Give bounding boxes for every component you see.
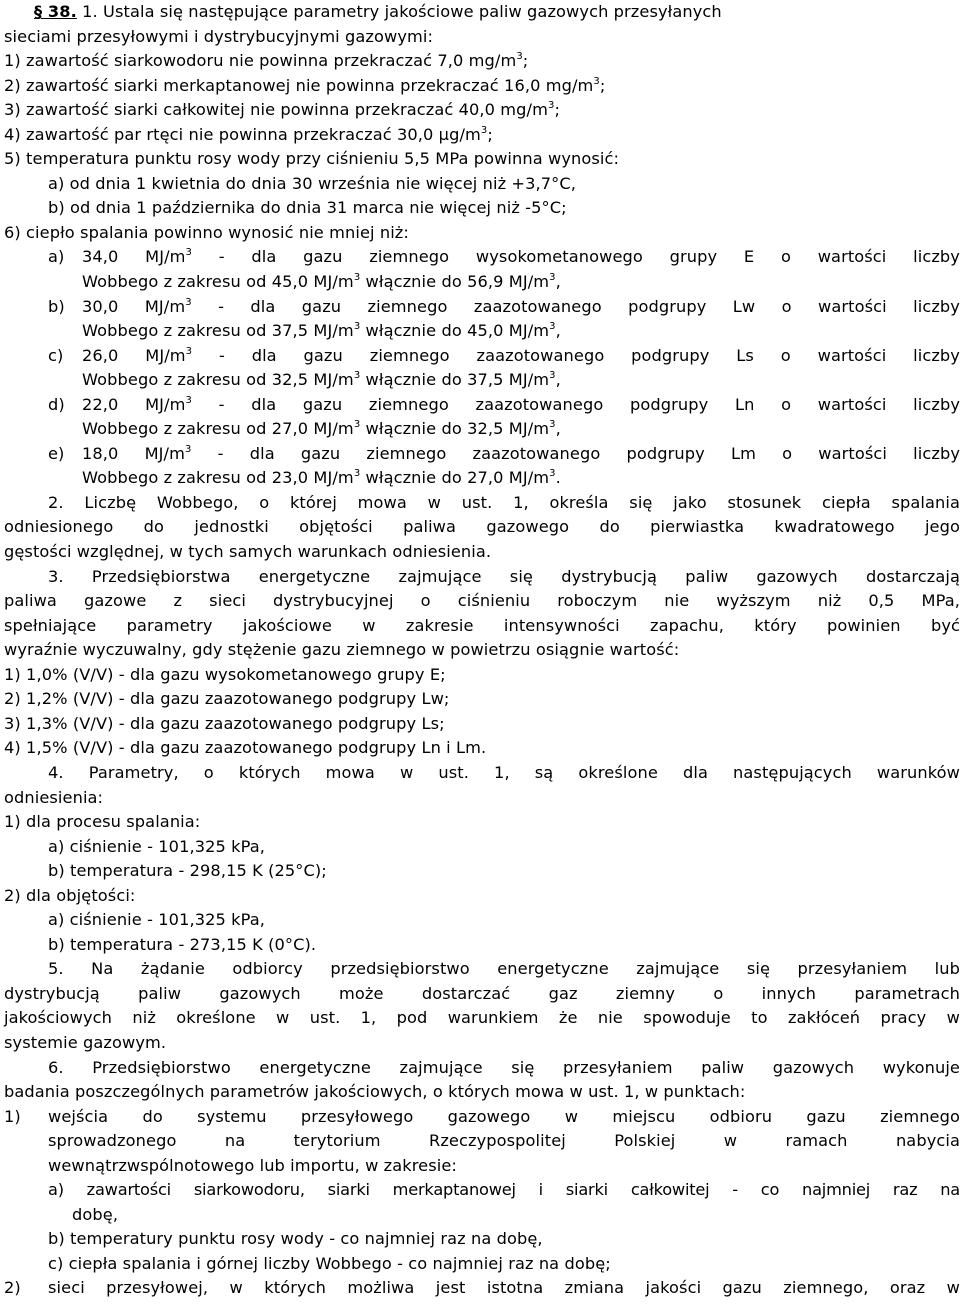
ust2-line-2: odniesionego do jednostki objętości paliwa gazowego do pierwiastka kwadratowego jego [4, 517, 960, 537]
param-item-5a: a) od dnia 1 kwietnia do dnia 30 września nie więcej niż +3,7°C, [48, 173, 576, 193]
ust3-line-2: paliwa gazowe z sieci dystrybucyjnej o ciśnieniu roboczym nie wyższym niż 0,5 MPa, [4, 591, 960, 611]
intro-text-1: 1. Ustala się następujące parametry jakościowe paliw gazowych przesyłanych [76, 2, 722, 21]
heat-item-a-line-1: 34,0 $MJ/m^3$ - dla gazu ziemnego wysokometanowego grupy E o wartości liczby [82, 247, 960, 267]
ref-item-1: 1) dla procesu spalania: [4, 812, 201, 832]
intro-line-2: sieciami przesyłowymi i dystrybucyjnymi gazowymi: [4, 26, 434, 46]
param-item-1: 1) zawartość siarkowodoru nie powinna przekraczać 7,0 $mg/m^3$; [4, 51, 529, 71]
heat-item-c-line-2: Wobbego z zakresu od 32,5 $MJ/m^3$ włącznie do 37,5 $MJ/m^3$, [82, 370, 561, 390]
param-item-4: 4) zawartość par rtęci nie powinna przekraczać 30,0 $\mu g/m^3$; [4, 124, 493, 144]
heat-item-b: b) 30,0 $MJ/m^3$ - dla gazu ziemnego zaazotowanego podgrupy Lw o wartości liczby Wobbego z zakresu od 37,5 $MJ/m^3$ włącznie do 45,0 $MJ/m^3$, [4, 295, 960, 344]
ust4-line-2: odniesienia: [4, 787, 104, 807]
param-item-5: 5) temperatura punktu rosy wody przy ciśnieniu 5,5 MPa powinna wynosić: [4, 149, 620, 169]
ust4-line-1: 4. Parametry, o których mowa w ust. 1, są określone dla następujących warunków [48, 762, 960, 782]
heat-item-e-line-2: Wobbego z zakresu od 23,0 $MJ/m^3$ włącznie do 27,0 $MJ/m^3$. [82, 468, 561, 488]
heat-item-d-line-2: Wobbego z zakresu od 27,0 $MJ/m^3$ włącznie do 32,5 $MJ/m^3$, [82, 419, 561, 439]
heat-item-c: c) 26,0 $MJ/m^3$ - dla gazu ziemnego zaazotowanego podgrupy Ls o wartości liczby Wobbego z zakresu od 32,5 $MJ/m^3$ włącznie do 37,5 $MJ/m^3$, [4, 344, 960, 393]
odor-item-3: 3) 1,3% (V/V) - dla gazu zaazotowanego podgrupy Ls; [4, 713, 445, 733]
ust3-line-1: 3. Przedsiębiorstwa energetyczne zajmujące się dystrybucją paliw gazowych dostarczają [48, 566, 960, 586]
heat-item-d: d) 22,0 $MJ/m^3$ - dla gazu ziemnego zaazotowanego podgrupy Ln o wartości liczby Wobbego z zakresu od 27,0 $MJ/m^3$ włącznie do 32,5 $MJ/m^3$, [4, 393, 960, 442]
ust6-line-2: badania poszczególnych parametrów jakościowych, o których mowa w ust. 1, w punktach: [4, 1082, 746, 1102]
heat-item-e-line-1: 18,0 $MJ/m^3$ - dla gazu ziemnego zaazotowanego podgrupy Lm o wartości liczby [82, 443, 960, 463]
test-point-1b: b) temperatury punktu rosy wody - co najmniej raz na dobę, [48, 1229, 543, 1249]
heat-item-e: e) 18,0 $MJ/m^3$ - dla gazu ziemnego zaazotowanego podgrupy Lm o wartości liczby Wobbego z zakresu od 23,0 $MJ/m^3$ włącznie do 27,0 $MJ/m^3$. [4, 442, 960, 491]
odor-item-1: 1) 1,0% (V/V) - dla gazu wysokometanowego grupy E; [4, 664, 446, 684]
test-point-2-line-1: sieci przesyłowej, w których możliwa jest istotna zmiana jakości gazu ziemnego, oraz w [48, 1278, 960, 1298]
test-point-1-line-1: wejścia do systemu przesyłowego gazowego w miejscu odbioru gazu ziemnego [48, 1106, 960, 1126]
ref-item-2a: a) ciśnienie - 101,325 kPa, [48, 910, 266, 930]
heat-item-c-line-1: 26,0 $MJ/m^3$ - dla gazu ziemnego zaazotowanego podgrupy Ls o wartości liczby [82, 345, 960, 365]
test-point-2: 2) sieci przesyłowej, w których możliwa jest istotna zmiana jakości gazu ziemnego, oraz w [4, 1276, 960, 1301]
ust2-line-3: gęstości względnej, w tych samych warunkach odniesienia. [4, 542, 492, 562]
heat-item-b-line-1: 30,0 $MJ/m^3$ - dla gazu ziemnego zaazotowanego podgrupy Lw o wartości liczby [82, 296, 960, 316]
heat-item-d-line-1: 22,0 $MJ/m^3$ - dla gazu ziemnego zaazotowanego podgrupy Ln o wartości liczby [82, 394, 960, 414]
test-point-1-line-3: wewnątrzwspólnotowego lub importu, w zakresie: [48, 1155, 457, 1175]
param-item-3: 3) zawartość siarki całkowitej nie powinna przekraczać 40,0 $mg/m^3$; [4, 100, 560, 120]
odor-item-2: 2) 1,2% (V/V) - dla gazu zaazotowanego podgrupy Lw; [4, 689, 450, 709]
ust5-line-2: dystrybucją paliw gazowych może dostarczać gaz ziemny o innych parametrach [4, 983, 960, 1003]
ust3-line-4: wyraźnie wyczuwalny, gdy stężenie gazu ziemnego w powietrzu osiągnie wartość: [4, 640, 680, 660]
heat-item-a-line-2: Wobbego z zakresu od 45,0 $MJ/m^3$ włącznie do 56,9 $MJ/m^3$, [82, 272, 561, 292]
intro-line-1 [4, 0, 960, 25]
ust2-line-1: 2. Liczbę Wobbego, o której mowa w ust. 1, określa się jako stosunek ciepła spalania [48, 492, 960, 512]
param-item-5b: b) od dnia 1 października do dnia 31 marca nie więcej niż -5°C; [48, 198, 567, 218]
ref-item-1a: a) ciśnienie - 101,325 kPa, [48, 836, 266, 856]
section-number: § 38. [34, 2, 77, 21]
ust6-line-1: 6. Przedsiębiorstwo energetyczne zajmujące się przesyłaniem paliw gazowych wykonuje [48, 1057, 960, 1077]
param-item-6: 6) ciepło spalania powinno wynosić nie mniej niż: [4, 222, 409, 242]
ust5-line-4: systemie gazowym. [4, 1032, 167, 1052]
test-point-1: 1) wejścia do systemu przesyłowego gazowego w miejscu odbioru gazu ziemnego sprowadzonego na terytorium Rzeczypospolitej Polskiej w ramach nabycia wewnątrzwspólnotowego lub importu, w zakresie: [4, 1105, 960, 1179]
ust3-line-3: spełniające parametry jakościowe w zakresie intensywności zapachu, który powinien być [4, 615, 960, 635]
heat-item-b-line-2: Wobbego z zakresu od 37,5 $MJ/m^3$ włącznie do 45,0 $MJ/m^3$, [82, 321, 561, 341]
odor-item-4: 4) 1,5% (V/V) - dla gazu zaazotowanego podgrupy Ln i Lm. [4, 738, 487, 758]
ref-item-2b: b) temperatura - 273,15 K (0°C). [48, 934, 317, 954]
test-point-1c: c) ciepła spalania i górnej liczby Wobbego - co najmniej raz na dobę; [48, 1253, 611, 1273]
heat-item-a: a) 34,0 $MJ/m^3$ - dla gazu ziemnego wysokometanowego grupy E o wartości liczby Wobbego z zakresu od 45,0 $MJ/m^3$ włącznie do 56,9 $MJ/m^3$, [4, 245, 960, 294]
test-point-1-line-2: sprowadzonego na terytorium Rzeczypospolitej Polskiej w ramach nabycia [48, 1131, 960, 1151]
test-point-1a-line-2: dobę, [72, 1204, 119, 1224]
ust5-line-3: jakościowych niż określone w ust. 1, pod warunkiem że nie spowoduje to zakłóceń pracy w [4, 1008, 960, 1028]
ust5-line-1: 5. Na żądanie odbiorcy przedsiębiorstwo energetyczne zajmujące się przesyłaniem lub [48, 959, 960, 979]
param-item-2: 2) zawartość siarki merkaptanowej nie powinna przekraczać 16,0 $mg/m^3$; [4, 75, 606, 95]
ref-item-1b: b) temperatura - 298,15 K (25°C); [48, 861, 327, 881]
test-point-1a [4, 1178, 960, 1227]
ref-item-2: 2) dla objętości: [4, 885, 136, 905]
test-point-1a-line-1: a) zawartości siarkowodoru, siarki merkaptanowej i siarki całkowitej - co najmniej raz na [48, 1180, 960, 1200]
